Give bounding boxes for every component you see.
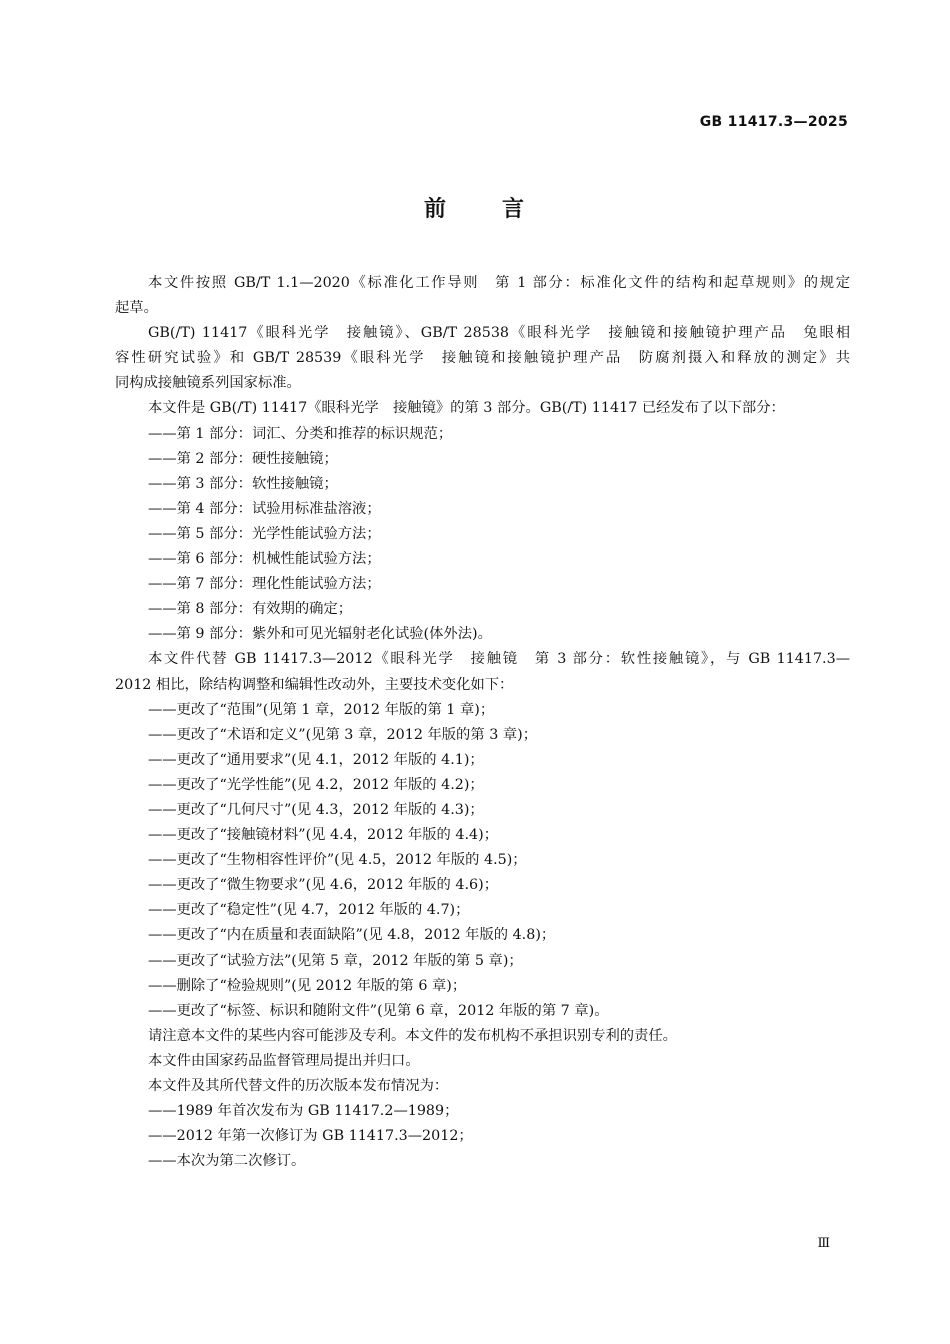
list-item: ——更改了“试验方法”(见第 5 章，2012 年版的第 5 章)； — [148, 952, 523, 969]
list-item: ——第 3 部分：软性接触镜； — [148, 475, 338, 492]
list-item: ——第 2 部分：硬性接触镜； — [148, 450, 338, 467]
list-item: ——更改了“内在质量和表面缺陷”(见 4.8，2012 年版的 4.8)； — [148, 927, 556, 944]
list-item: ——更改了“通用要求”(见 4.1，2012 年版的 4.1)； — [148, 751, 484, 768]
list-item: ——第 7 部分：理化性能试验方法； — [148, 576, 381, 593]
paragraph-line: 起草。 — [115, 300, 158, 317]
list-item: ——第 8 部分：有效期的确定； — [148, 601, 353, 618]
list-item: ——更改了“标签、标识和随附文件”(见第 6 章，2012 年版的第 7 章)。 — [148, 1002, 609, 1019]
paragraph-line: 本文件代替 GB 11417.3—2012《眼科光学 接触镜 第 3 部分：软性接触镜》，与 GB 11417.3— — [148, 651, 850, 668]
paragraph-line: 本文件及其所代替文件的历次版本发布情况为： — [148, 1078, 449, 1094]
list-item: ——第 4 部分：试验用标准盐溶液； — [148, 500, 381, 517]
list-item: ——更改了“微生物要求”(见 4.6，2012 年版的 4.6)； — [148, 877, 499, 894]
paragraph-line: 本文件按照 GB/T 1.1—2020《标准化工作导则 第 1 部分：标准化文件的结构和起草规则》的规定 — [148, 275, 850, 291]
list-item: ——更改了“生物相容性评价”(见 4.5，2012 年版的 4.5)； — [148, 852, 527, 869]
list-item: ——第 5 部分：光学性能试验方法； — [148, 525, 381, 542]
title-char-1: 前 — [423, 197, 448, 222]
list-item: ——1989 年首次发布为 GB 11417.2—1989； — [148, 1103, 459, 1120]
foreword-body — [115, 271, 850, 1174]
list-item: ——第 9 部分：紫外和可见光辐射老化试验(体外法)。 — [148, 626, 492, 643]
paragraph-line: 本文件是 GB(/T) 11417《眼科光学 接触镜》的第 3 部分。GB(/T) 11417 已经发布了以下部分： — [148, 400, 785, 417]
list-item: ——本次为第二次修订。 — [148, 1153, 306, 1170]
list-item: ——删除了“检验规则”(见 2012 年版的第 6 章)； — [148, 977, 467, 994]
list-item: ——更改了“术语和定义”(见第 3 章，2012 年版的第 3 章)； — [148, 726, 538, 743]
title-char-2: 言 — [502, 197, 527, 222]
standard-code: GB 11417.3—2025 — [699, 114, 848, 130]
paragraph-line: GB(/T) 11417《眼科光学 接触镜》、GB/T 28538《眼科光学 接触镜和接触镜护理产品 兔眼相 — [148, 325, 850, 342]
list-item: ——第 1 部分：词汇、分类和推荐的标识规范； — [148, 425, 453, 442]
paragraph-line: 容性研究试验》和 GB/T 28539《眼科光学 接触镜和接触镜护理产品 防腐剂摄入和释放的测定》共 — [115, 350, 850, 367]
paragraph-line: 2012 相比，除结构调整和编辑性改动外，主要技术变化如下： — [115, 676, 514, 693]
paragraph-line: 本文件由国家药品监督管理局提出并归口。 — [148, 1052, 420, 1069]
page-title — [0, 192, 950, 223]
list-item: ——更改了“接触镜材料”(见 4.4，2012 年版的 4.4)； — [148, 827, 499, 844]
list-item: ——更改了“范围”(见第 1 章，2012 年版的第 1 章)； — [148, 701, 495, 718]
list-item: ——更改了“稳定性”(见 4.7，2012 年版的 4.7)； — [148, 902, 470, 919]
list-item: ——2012 年第一次修订为 GB 11417.3—2012； — [148, 1128, 473, 1145]
list-item: ——更改了“几何尺寸”(见 4.3，2012 年版的 4.3)； — [148, 801, 484, 818]
list-item: ——第 6 部分：机械性能试验方法； — [148, 551, 381, 568]
paragraph-line: 请注意本文件的某些内容可能涉及专利。本文件的发布机构不承担识别专利的责任。 — [148, 1027, 677, 1044]
paragraph-line: 同构成接触镜系列国家标准。 — [115, 375, 301, 392]
page-number: Ⅲ — [817, 1236, 830, 1251]
list-item: ——更改了“光学性能”(见 4.2，2012 年版的 4.2)； — [148, 776, 484, 793]
